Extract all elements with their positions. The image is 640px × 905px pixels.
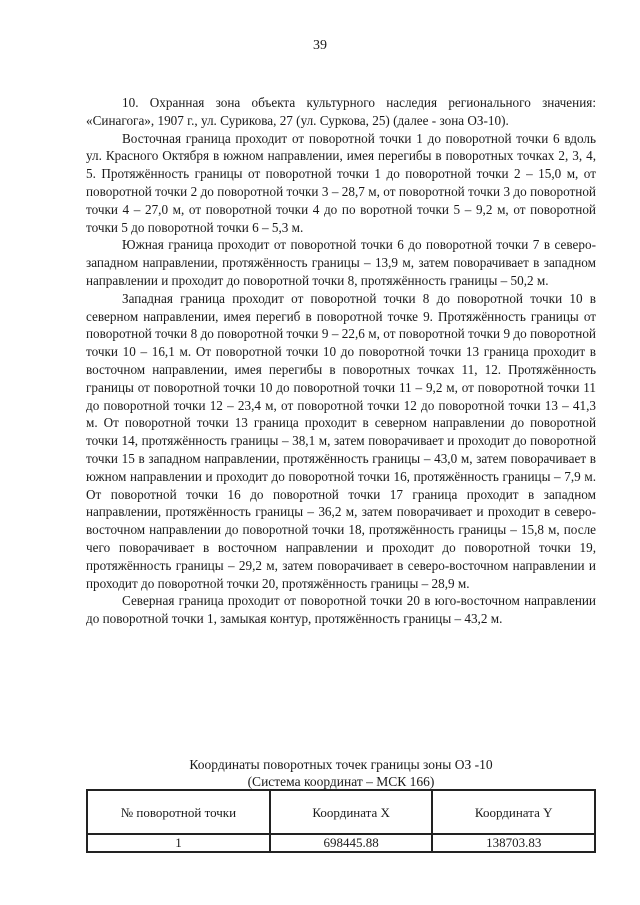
table-caption-subtitle: (Система координат – МСК 166) bbox=[247, 774, 435, 789]
coordinates-table bbox=[86, 789, 596, 853]
table-row bbox=[87, 834, 595, 852]
paragraph-north-boundary: Северная граница проходит от поворотной точки 20 в юго-восточном направлении до поворотной точки 1, замыкая контур, протяжённость границы – 43,2 м. bbox=[86, 593, 596, 627]
page-number: 39 bbox=[313, 38, 327, 53]
document-body bbox=[86, 94, 596, 628]
cell-point-number: 1 bbox=[87, 834, 270, 852]
paragraph-south-boundary: Южная граница проходит от поворотной точки 6 до поворотной точки 7 в северо-западном направлении, протяжённость границы – 13,9 м, затем поворачивает в западном направлении и проходит до поворотной точки 8, протяжённость границы – 50,2 м. bbox=[86, 237, 596, 288]
cell-coordinate-x: 698445.88 bbox=[270, 834, 433, 852]
table-caption-title: Координаты поворотных точек границы зоны ОЗ -10 bbox=[189, 757, 493, 772]
cell-coordinate-y: 138703.83 bbox=[432, 834, 595, 852]
header-coordinate-y: Координата Y bbox=[432, 790, 595, 834]
header-point-number: № поворотной точки bbox=[87, 790, 270, 834]
header-coordinate-x: Координата X bbox=[270, 790, 433, 834]
paragraph-zone-title: 10. Охранная зона объекта культурного наследия регионального значения: «Синагога», 1907 г., ул. Сурикова, 27 (ул. Суркова, 25) (далее - зона ОЗ-10). bbox=[86, 95, 596, 128]
table-caption bbox=[86, 756, 596, 790]
paragraph-east-boundary: Восточная граница проходит от поворотной точки 1 до поворотной точки 6 вдоль ул. Красного Октября в южном направлении, имея перегибы в поворотных точках 2, 3, 4, 5. Протяжённость границы от поворотной точки 1 до поворотной точки 2 – 15,0 м, от поворотной точки 2 до поворотной точки 3 – 28,7 м, от поворотной точки 3 до поворотной точки 4 – 27,0 м, от поворотной точки 4 до по воротной точки 5 – 9,2 м, от поворотной точки 5 до поворотной точки 6 – 5,3 м. bbox=[86, 130, 596, 235]
paragraph-west-boundary: Западная граница проходит от поворотной точки 8 до поворотной точки 10 в северном направлении, имея перегиб в поворотной точке 9. Протяжённость границы от поворотной точки 8 до поворотной точки 9 – 22,6 м, от поворотной точки 9 до поворотной точки 10 – 16,1 м. От поворотной точки 10 до поворотной точки 13 граница проходит в восточном направлении, имея перегибы в поворотных точках 11, 12. Протяжённость границы от поворотной точки 10 до поворотной точки 11 – 9,2 м, от поворотной точки 11 до поворотной точки 12 – 23,4 м, от поворотной точки 12 до поворотной точки 13 – 41,3 м. От поворотной точки 13 граница проходит в северном направлении до поворотной точки 14, протяжённость границы – 38,1 м, затем поворачивает и проходит до поворотной точки 15 в западном направлении, протяжённость границы – 43,0 м, затем поворачивает в южном направлении и проходит до поворотной точки 16, протяжённость границы – 7,9 м. От поворотной точки 16 до поворотной точки 17 граница проходит в западном направлении, протяжённость границы – 36,2 м, затем поворачивает и проходит в северо-восточном направлении до поворотной точки 18, протяжённость границы – 15,8 м, после чего поворачивает в восточном направлении и проходит до поворотной точки 19, протяжённость границы – 29,2 м, затем поворачивает в северо-восточном направлении и проходит до поворотной точки 20, протяжённость границы – 28,9 м. bbox=[86, 290, 596, 591]
table-header-row bbox=[87, 790, 595, 834]
